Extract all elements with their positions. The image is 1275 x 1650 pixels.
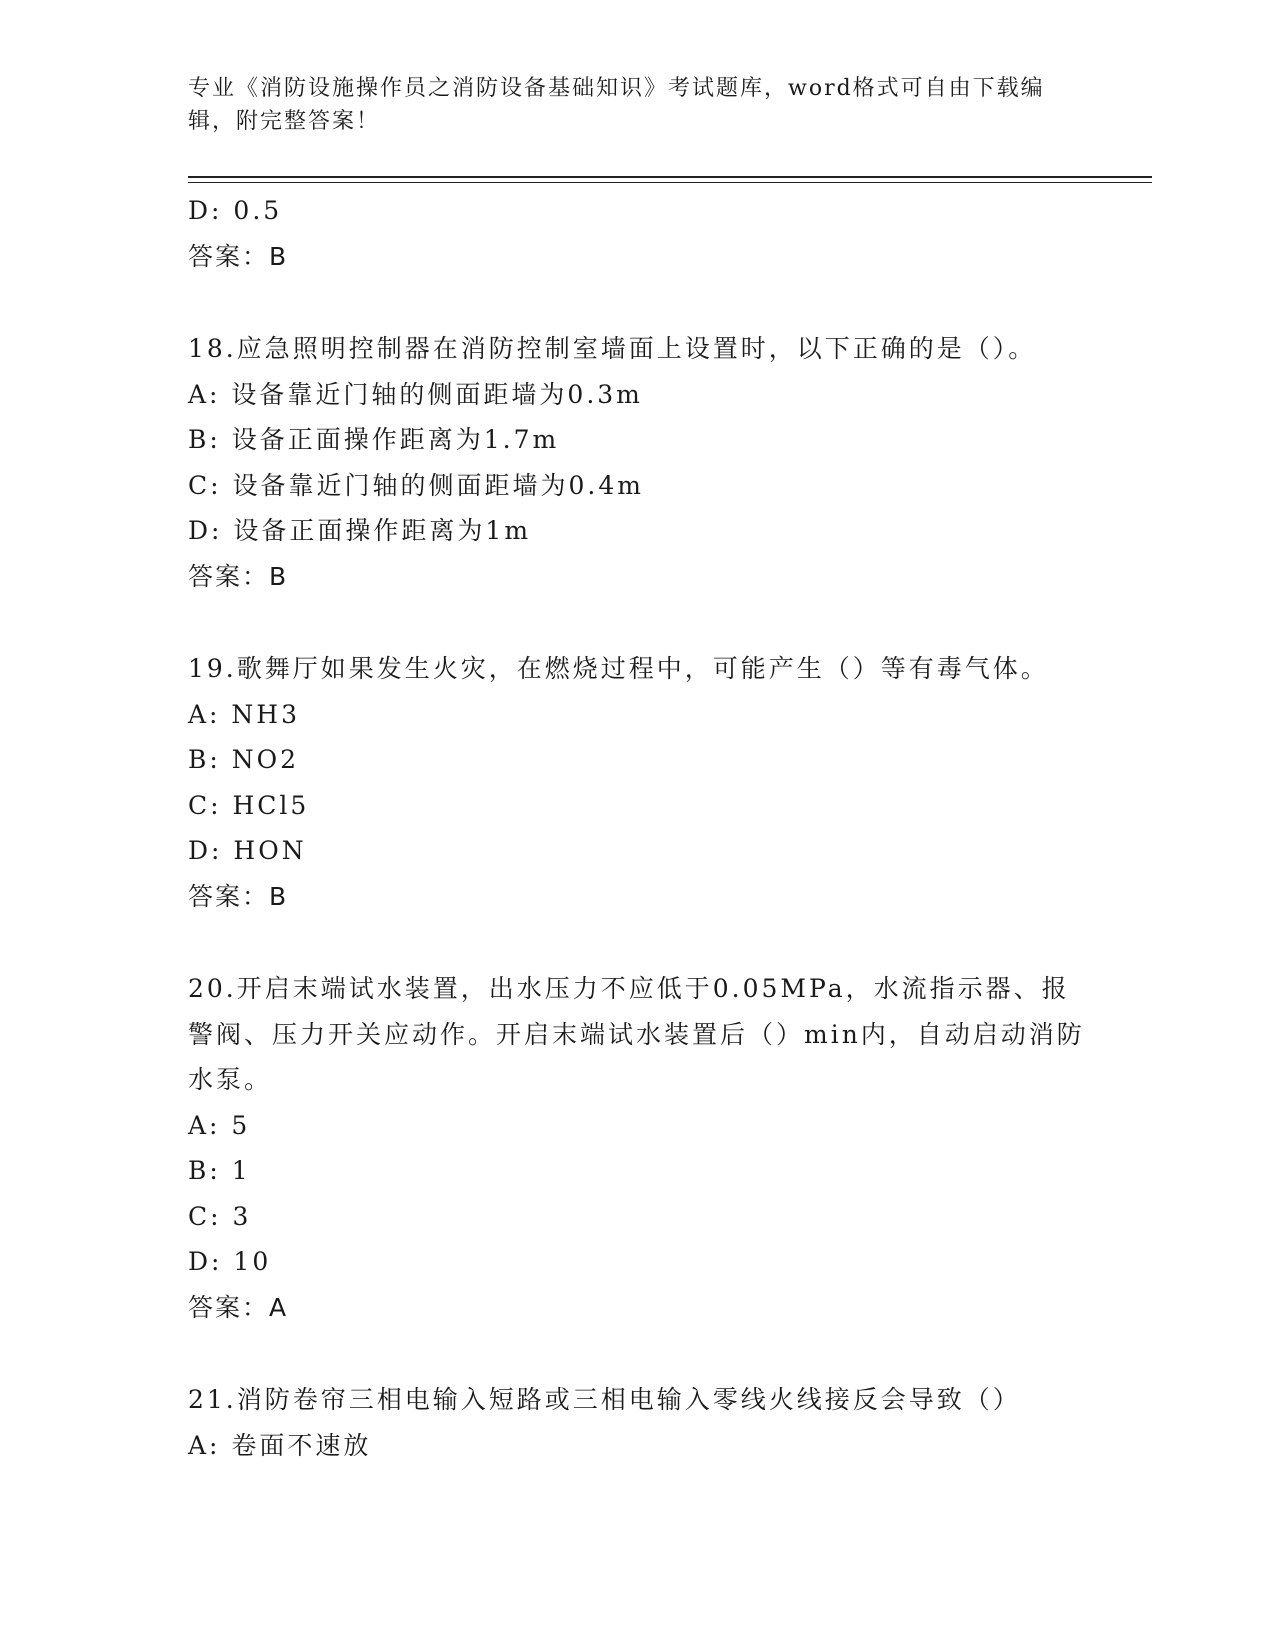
- question-block-19: [188, 646, 1088, 919]
- option-c: C: 3: [188, 1201, 252, 1231]
- option-d: D: 0.5: [188, 196, 283, 225]
- option-d: D: HON: [188, 836, 307, 865]
- question-stem: 18.应急照明控制器在消防控制室墙面上设置时，以下正确的是（）。: [188, 334, 1037, 363]
- header-divider-thin: [188, 182, 1152, 183]
- option-a: A: 卷面不速放: [188, 1430, 372, 1460]
- answer-label: 答案：B: [188, 881, 289, 911]
- option-a: A: NH3: [188, 699, 301, 729]
- option-b: B: 设备正面操作距离为1.7m: [188, 425, 560, 454]
- option-a: A: 5: [188, 1110, 251, 1140]
- option-c: C: HCl5: [188, 790, 310, 820]
- spacer: [188, 919, 1088, 966]
- option-b: B: 1: [188, 1156, 251, 1185]
- question-block-18: [188, 326, 1088, 599]
- question-block-prev: [188, 188, 1088, 279]
- option-d: D: 设备正面操作距离为1m: [188, 516, 532, 545]
- option-d: D: 10: [188, 1247, 272, 1276]
- document-header: 专业《消防设施操作员之消防设备基础知识》考试题库，word格式可自由下载编辑，附完整答案！: [188, 76, 1045, 134]
- spacer: [188, 1330, 1088, 1377]
- question-stem: 21.消防卷帘三相电输入短路或三相电输入零线火线接反会导致（）: [188, 1385, 1021, 1414]
- spacer: [188, 279, 1088, 326]
- option-c: C: 设备靠近门轴的侧面距墙为0.4m: [188, 470, 644, 500]
- question-block-21: [188, 1377, 1088, 1468]
- answer-label: 答案：B: [188, 241, 289, 271]
- question-list: [188, 188, 1088, 1468]
- spacer: [188, 599, 1088, 646]
- question-stem: 19.歌舞厅如果发生火灾，在燃烧过程中，可能产生（）等有毒气体。: [188, 654, 1049, 683]
- option-a: A: 设备靠近门轴的侧面距墙为0.3m: [188, 379, 643, 409]
- header-divider-thick: [188, 176, 1152, 178]
- question-block-20: [188, 966, 1088, 1330]
- question-stem: 20.开启末端试水装置，出水压力不应低于0.05MPa，水流指示器、报警阀、压力开关应动作。开启末端试水装置后（）min内，自动启动消防水泵。: [188, 974, 1085, 1094]
- option-b: B: NO2: [188, 745, 300, 774]
- answer-label: 答案：A: [188, 1292, 289, 1322]
- answer-label: 答案：B: [188, 561, 289, 591]
